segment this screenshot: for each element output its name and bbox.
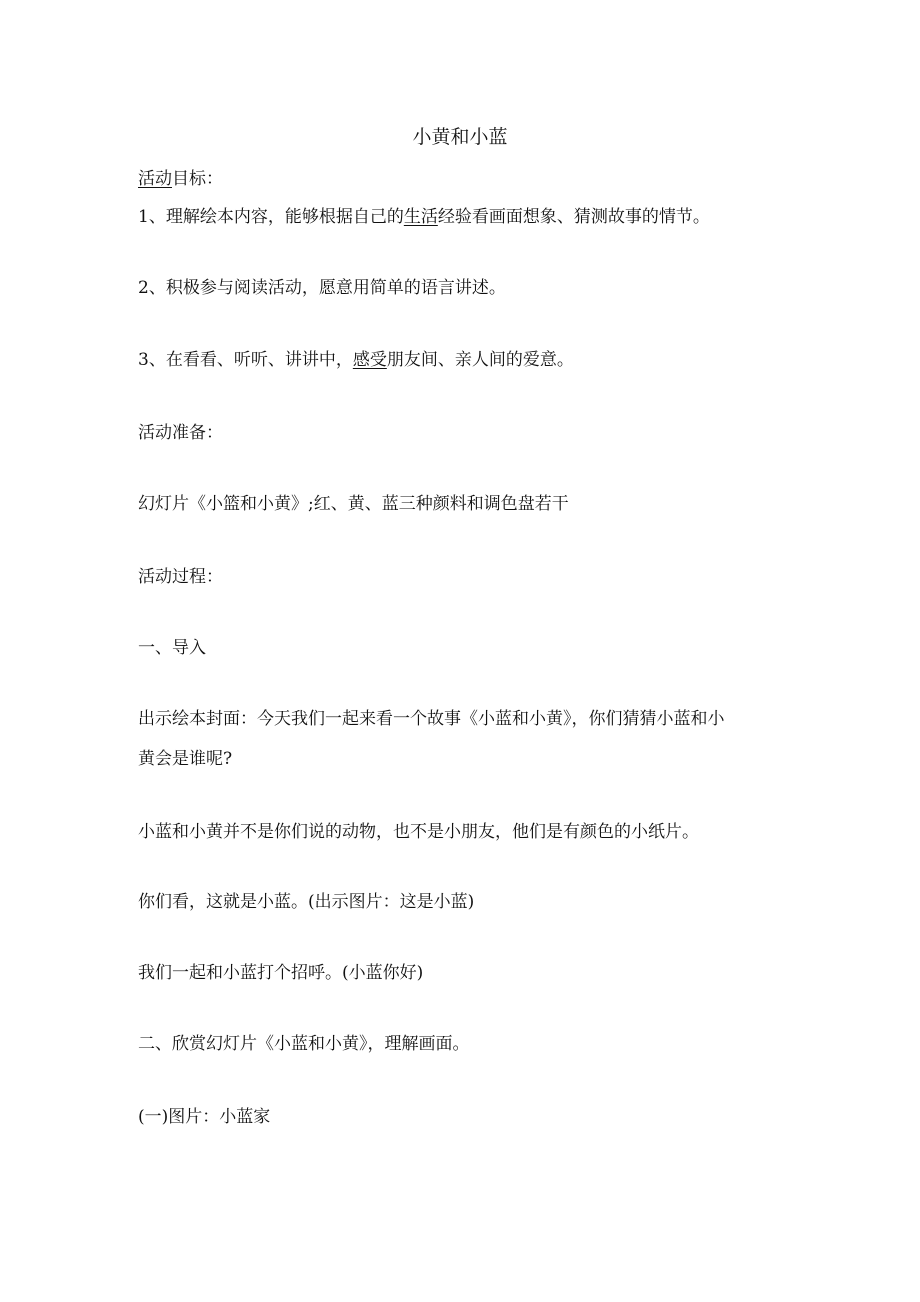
- prep-text: 幻灯片《小篮和小黄》;红、黄、蓝三种颜料和调色盘若干: [138, 494, 569, 514]
- goal-1-underlined: 生活: [403, 207, 438, 227]
- goal-1-text-b: 经验看画面想象、猜测故事的情节。: [437, 207, 710, 227]
- subsection-1-heading: (一)图片：小蓝家: [138, 1107, 271, 1127]
- paragraph-4: 我们一起和小蓝打个招呼。(小蓝你好): [138, 963, 424, 983]
- goal-item-1: [138, 206, 710, 228]
- goals-heading-underlined: 活动: [138, 169, 172, 189]
- paragraph-1-line-1: 出示绘本封面：今天我们一起来看一个故事《小蓝和小黄》，你们猜猜小蓝和小: [138, 709, 725, 729]
- section-2-heading: 二、欣赏幻灯片《小蓝和小黄》，理解画面。: [138, 1034, 470, 1054]
- goals-heading: [138, 168, 223, 190]
- goal-3-underlined: 感受: [352, 350, 387, 370]
- document-title: 小黄和小蓝: [412, 126, 508, 148]
- prep-heading: 活动准备：: [138, 423, 223, 443]
- goal-item-2: 2、积极参与阅读活动，愿意用简单的语言讲述。: [138, 278, 506, 298]
- process-heading: 活动过程：: [138, 567, 223, 587]
- goal-3-text-b: 朋友间、亲人间的爱意。: [386, 350, 574, 370]
- paragraph-1-line-2: 黄会是谁呢?: [138, 749, 233, 769]
- goal-1-text-a: 1、理解绘本内容，能够根据自己的: [138, 207, 404, 227]
- paragraph-3: 你们看，这就是小蓝。(出示图片：这是小蓝): [138, 892, 475, 912]
- paragraph-2: 小蓝和小黄并不是你们说的动物，也不是小朋友，他们是有颜色的小纸片。: [138, 822, 699, 842]
- goal-3-text-a: 3、在看看、听听、讲讲中，: [138, 350, 353, 370]
- section-1-heading: 一、导入: [138, 638, 206, 658]
- goals-heading-rest: 目标：: [172, 169, 223, 189]
- goal-item-3: [138, 349, 574, 371]
